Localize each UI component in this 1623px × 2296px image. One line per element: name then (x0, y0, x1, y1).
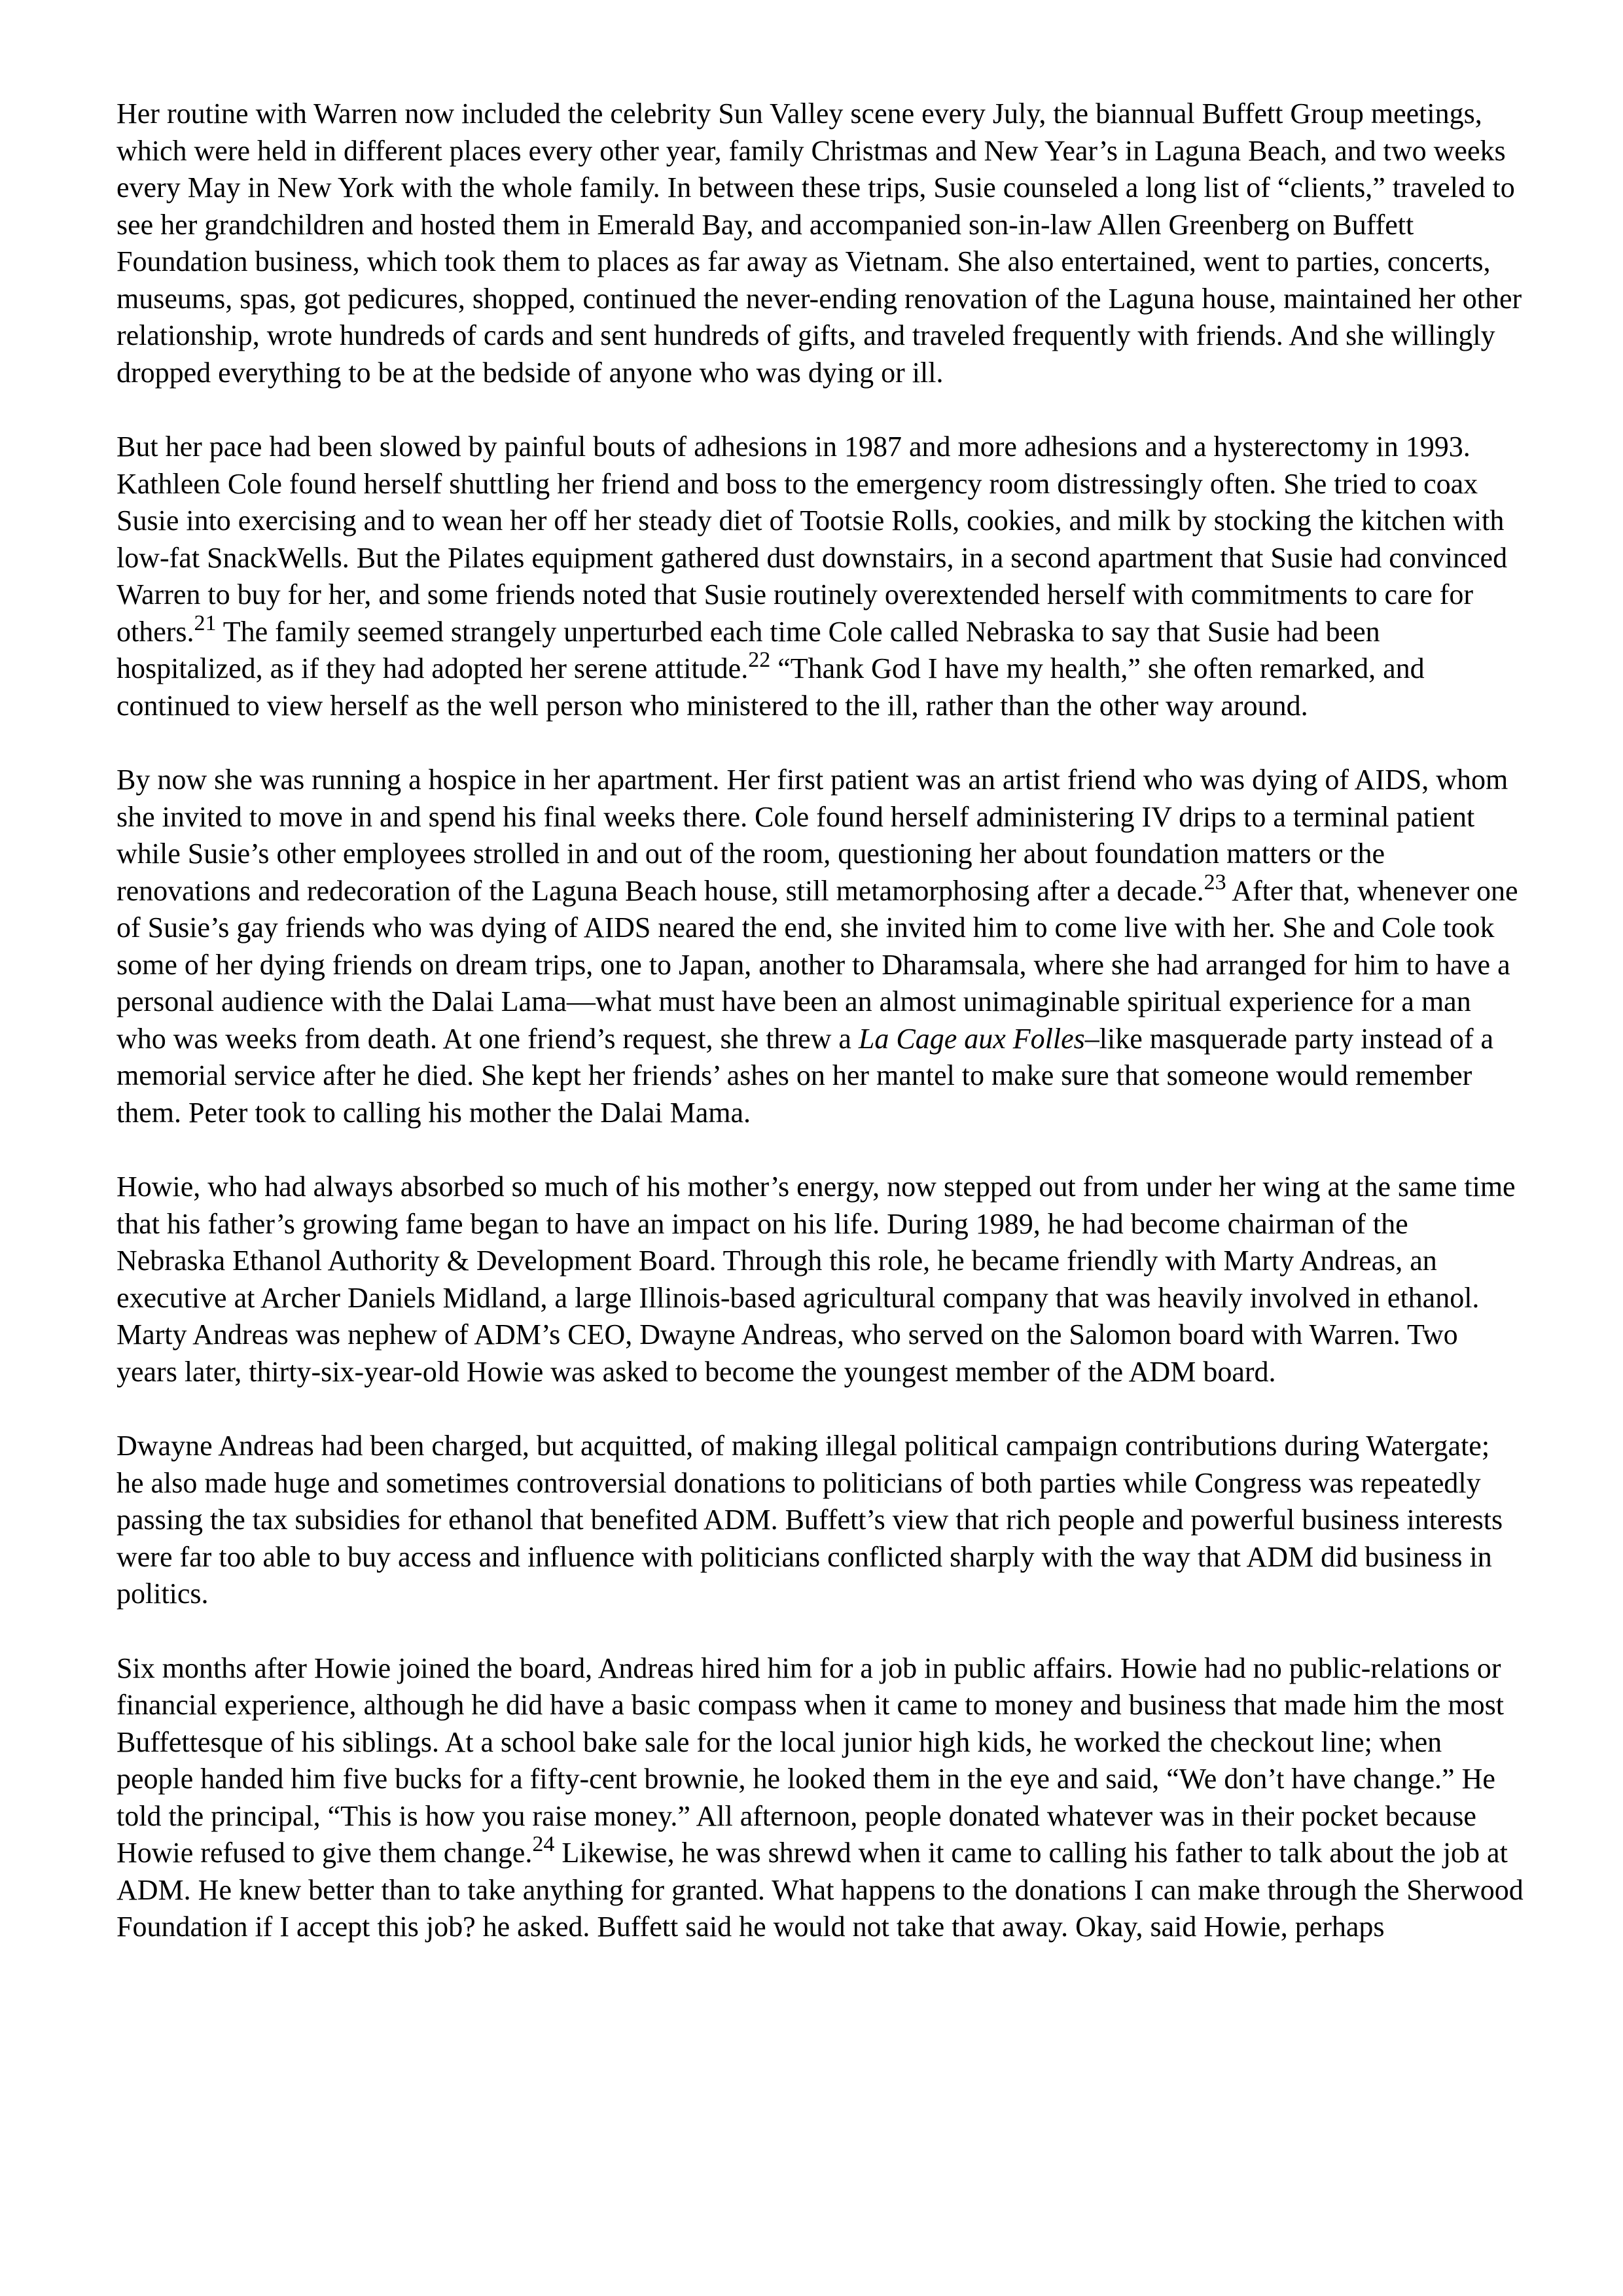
footnote-marker: 24 (532, 1832, 555, 1856)
paragraph-text: Howie, who had always absorbed so much of his mother’s energy, now stepped out from under her wing at the same time that his father’s growing fame began to have an impact on his life. During 1989, he had become chairman of the Nebraska Ethanol Authority & Development Board. Through this role, he became friendly with Marty Andreas, an executive at Archer Daniels Midland, a large Illinois-based agricultural company that was heavily involved in ethanol. Marty Andreas was nephew of ADM’s CEO, Dwayne Andreas, who served on the Salomon board with Warren. Two years later, thirty-six-year-old Howie was asked to become the youngest member of the ADM board. (116, 1171, 1516, 1388)
paragraph-text: The family seemed strangely unperturbed each time Cole called Nebraska to say that Susie had been hospitalized, as if they had adopted her serene attitude. (116, 615, 1380, 684)
italic-title-text: La Cage aux Folles (858, 1022, 1085, 1055)
paragraph-text: “Thank God I have my health,” she often remarked, and continued to view herself as the well person who ministered to the ill, rather than the other way around. (116, 652, 1425, 722)
footnote-marker: 21 (194, 610, 217, 635)
paragraph-text: By now she was running a hospice in her apartment. Her first patient was an artist friend who was dying of AIDS, whom she invited to move in and spend his final weeks there. Cole found herself administering IV drips to a terminal patient while Susie’s other employees strolled in and out of the room, questioning her about foundation matters or the renovations and redecoration of the Laguna Beach house, still metamorphosing after a decade. (116, 764, 1508, 907)
footnote-marker: 22 (748, 648, 771, 672)
paragraph-3 (116, 762, 1524, 1131)
paragraph-2 (116, 429, 1524, 724)
paragraph-text: After that, whenever one of Susie’s gay friends who was dying of AIDS neared the end, she invited him to come live with her. She and Cole took some of her dying friends on dream trips, one to Japan, another to Dharamsala, where she had arranged for him to have a personal audience with the Dalai Lama—what must have been an almost unimaginable spiritual experience for a man who was weeks from death. At one friend’s request, she threw a (116, 874, 1518, 1055)
paragraph-6 (116, 1650, 1524, 1946)
footnote-marker: 23 (1204, 870, 1226, 894)
paragraph-4 (116, 1169, 1524, 1390)
paragraph-text: –like masquerade party instead of a memorial service after he died. She kept her friends’ ashes on her mantel to make sure that someone would remember them. Peter took to calling his mother the Dalai Mama. (116, 1022, 1494, 1129)
paragraph-text: Dwayne Andreas had been charged, but acquitted, of making illegal political campaign contributions during Watergate; he also made huge and sometimes controversial donations to politicians of both parties while Congress was repeatedly passing the tax subsidies for ethanol that benefited ADM. Buffett’s view that rich people and powerful business interests were far too able to buy access and influence with politicians conflicted sharply with the way that ADM did business in politics. (116, 1430, 1503, 1610)
paragraph-text: But her pace had been slowed by painful bouts of adhesions in 1987 and more adhesions and a hysterectomy in 1993. Kathleen Cole found herself shuttling her friend and boss to the emergency room distressingly often. She tried to coax Susie into exercising and to wean her off her steady diet of Tootsie Rolls, cookies, and milk by stocking the kitchen with low-fat SnackWells. But the Pilates equipment gathered dust downstairs, in a second apartment that Susie had convinced Warren to buy for her, and some friends noted that Susie routinely overextended herself with commitments to care for others. (116, 431, 1508, 648)
paragraph-text: Six months after Howie joined the board, Andreas hired him for a job in public affairs. Howie had no public-relations or financial experience, although he did have a basic compass when it came to money and business that made him the most Buffettesque of his siblings. At a school bake sale for the local junior high kids, he worked the checkout line; when people handed him five bucks for a fifty-cent brownie, he looked them in the eye and said, “We don’t have change.” He told the principal, “This is how you raise money.” All afternoon, people donated whatever was in their pocket because Howie refused to give them change. (116, 1651, 1504, 1869)
paragraph-text: Likewise, he was shrewd when it came to calling his father to talk about the job at ADM. He knew better than to take anything for granted. What happens to the donations I can make through the Sherwood Foundation if I accept this job? he asked. Buffett said he would not take that away. Okay, said Howie, perhaps (116, 1837, 1524, 1943)
paragraph-5 (116, 1428, 1524, 1613)
paragraph-text: Her routine with Warren now included the celebrity Sun Valley scene every July, the biannual Buffett Group meetings, which were held in different places every other year, family Christmas and New Year’s in Laguna Beach, and two weeks every May in New York with the whole family. In between these trips, Susie counseled a long list of “clients,” traveled to see her grandchildren and hosted them in Emerald Bay, and accompanied son-in-law Allen Greenberg on Buffett Foundation business, which took them to places as far away as Vietnam. She also entertained, went to parties, concerts, museums, spas, got pedicures, shopped, continued the never-ending renovation of the Laguna house, maintained her other relationship, wrote hundreds of cards and sent hundreds of gifts, and traveled frequently with friends. And she willingly dropped everything to be at the bedside of anyone who was dying or ill. (116, 97, 1522, 389)
paragraph-1 (116, 96, 1524, 391)
book-page-body (116, 96, 1524, 1946)
